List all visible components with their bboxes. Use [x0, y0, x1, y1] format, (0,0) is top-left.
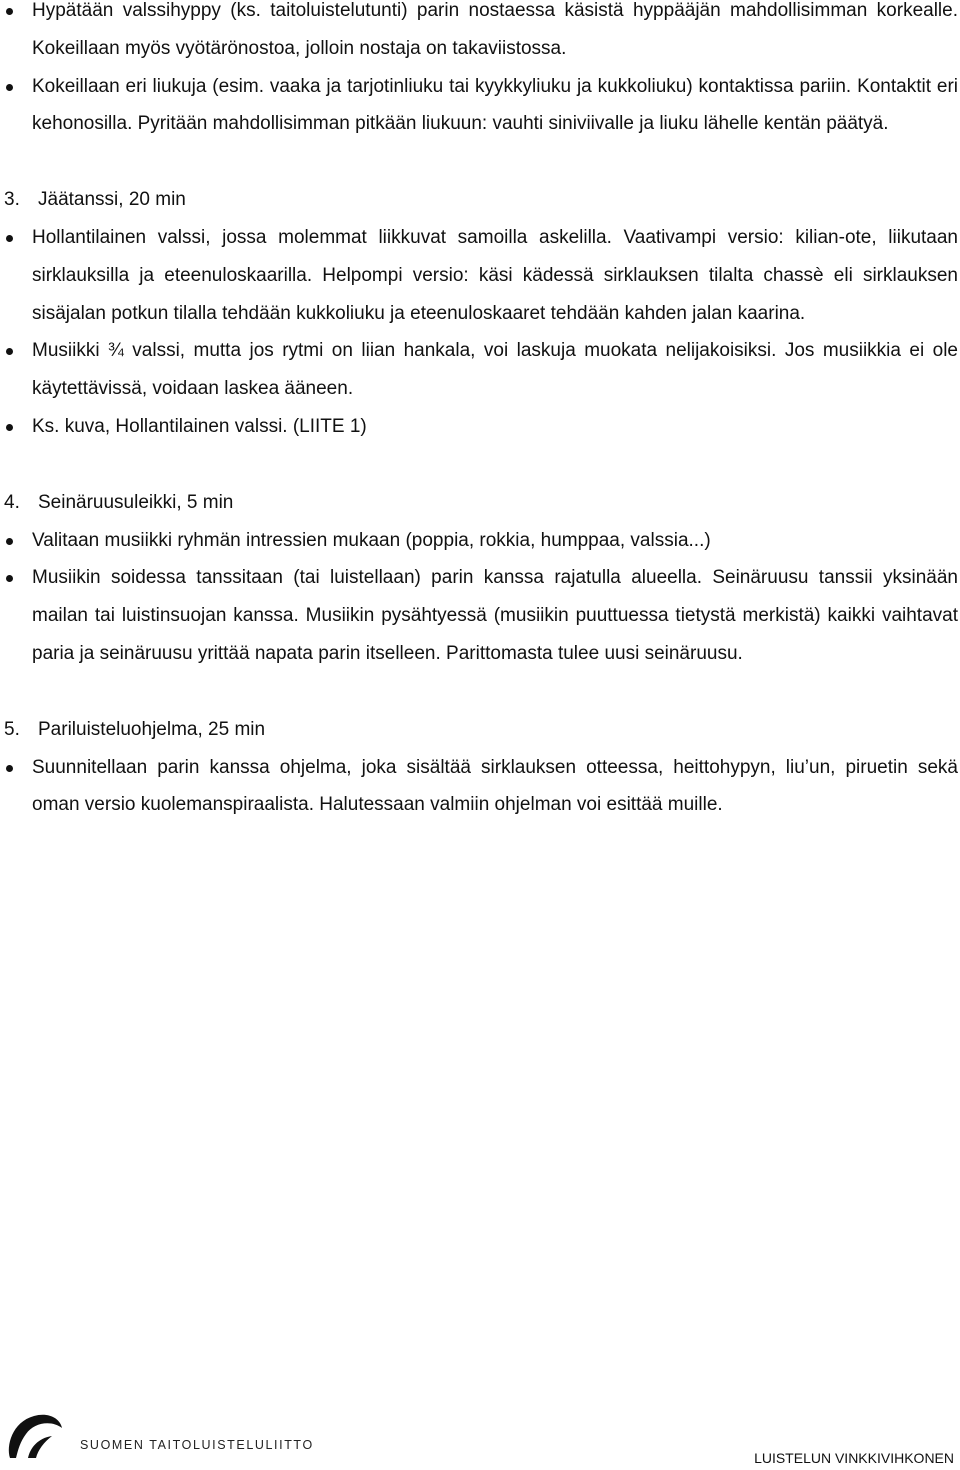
organization-logo	[4, 1408, 314, 1464]
section-heading	[0, 181, 960, 219]
list-item	[0, 559, 960, 672]
item-text: Valitaan musiikki ryhmän intressien mukaan (poppia, rokkia, humppaa, valssia...)	[32, 529, 711, 551]
section-number: 3.	[4, 189, 20, 211]
section-title: Jäätanssi, 20 min	[38, 189, 186, 211]
item-text: Hollantilainen valssi, jossa molemmat liikkuvat samoilla askelilla. Vaativampi versio: kilian-ote, liikutaan sirklauksilla ja eteenuloskaarilla. Helpompi versio: käsi kädessä sirklauksen tilalta chassè eli sirklauksen sisäjalan potkun tilalla tehdään kukkoliuku ja eteenuloskaaret tehdään kahden jalan kaarina.	[32, 226, 958, 324]
section-number: 4.	[4, 491, 20, 513]
section-title: Seinäruusuleikki, 5 min	[38, 491, 234, 513]
section-heading	[0, 711, 960, 749]
list-item	[0, 219, 960, 332]
list-item	[0, 408, 960, 446]
list-item	[0, 332, 960, 408]
list-item	[0, 749, 960, 825]
organization-name: SUOMEN TAITOLUISTELULIITTO	[80, 1438, 314, 1452]
bullet-icon	[6, 8, 13, 15]
bullet-icon	[6, 575, 13, 582]
bullet-icon	[6, 84, 13, 91]
bullet-icon	[6, 765, 13, 772]
bullet-icon	[6, 424, 13, 431]
skating-swirl-logo-icon	[4, 1408, 74, 1464]
publication-title: LUISTELUN VINKKIVIHKONEN	[754, 1450, 954, 1466]
bullet-icon	[6, 235, 13, 242]
item-text: Kokeillaan eri liukuja (esim. vaaka ja tarjotinliuku tai kyykkyliuku ja kukkoliuku) kontaktissa pariin. Kontaktit eri kehonosilla. Pyritään mahdollisimman pitkään liukuun: vauhti siniviivalle ja liuku lähelle kentän päätyä.	[32, 75, 958, 135]
section-number: 5.	[4, 718, 20, 740]
item-text: Suunnitellaan parin kanssa ohjelma, joka sisältää sirklauksen otteessa, heittohypyn, liu’un, piruetin sekä oman versio kuolemanspiraalista. Halutessaan valmiin ohjelman voi esittää muille.	[32, 756, 958, 816]
list-item	[0, 68, 960, 144]
bullet-icon	[6, 348, 13, 355]
item-text: Ks. kuva, Hollantilainen valssi. (LIITE 1)	[32, 415, 367, 437]
list-item	[0, 522, 960, 560]
item-text: Musiikin soidessa tanssitaan (tai luistellaan) parin kanssa rajatulla alueella. Seinäruusu tanssii yksinään mailan tai luistinsuojan kanssa. Musiikin pysähtyessä (musiikin puuttuessa tietystä merkistä) kaikki vaihtavat paria ja seinäruusu yrittää napata parin itselleen. Parittomasta tulee uusi seinäruusu.	[32, 567, 958, 664]
section-heading	[0, 484, 960, 522]
list-item	[0, 0, 960, 68]
section-title: Pariluisteluohjelma, 25 min	[38, 718, 266, 740]
item-text: Hypätään valssihyppy (ks. taitoluistelutunti) parin nostaessa käsistä hyppääjän mahdollisimman korkealle. Kokeillaan myös vyötärönostoa, jolloin nostaja on takaviistossa.	[32, 0, 958, 59]
item-text: Musiikki ¾ valssi, mutta jos rytmi on liian hankala, voi laskuja muokata nelijakoisiksi. Jos musiikkia ei ole käytettävissä, voidaan laskea ääneen.	[32, 340, 958, 400]
bullet-icon	[6, 538, 13, 545]
